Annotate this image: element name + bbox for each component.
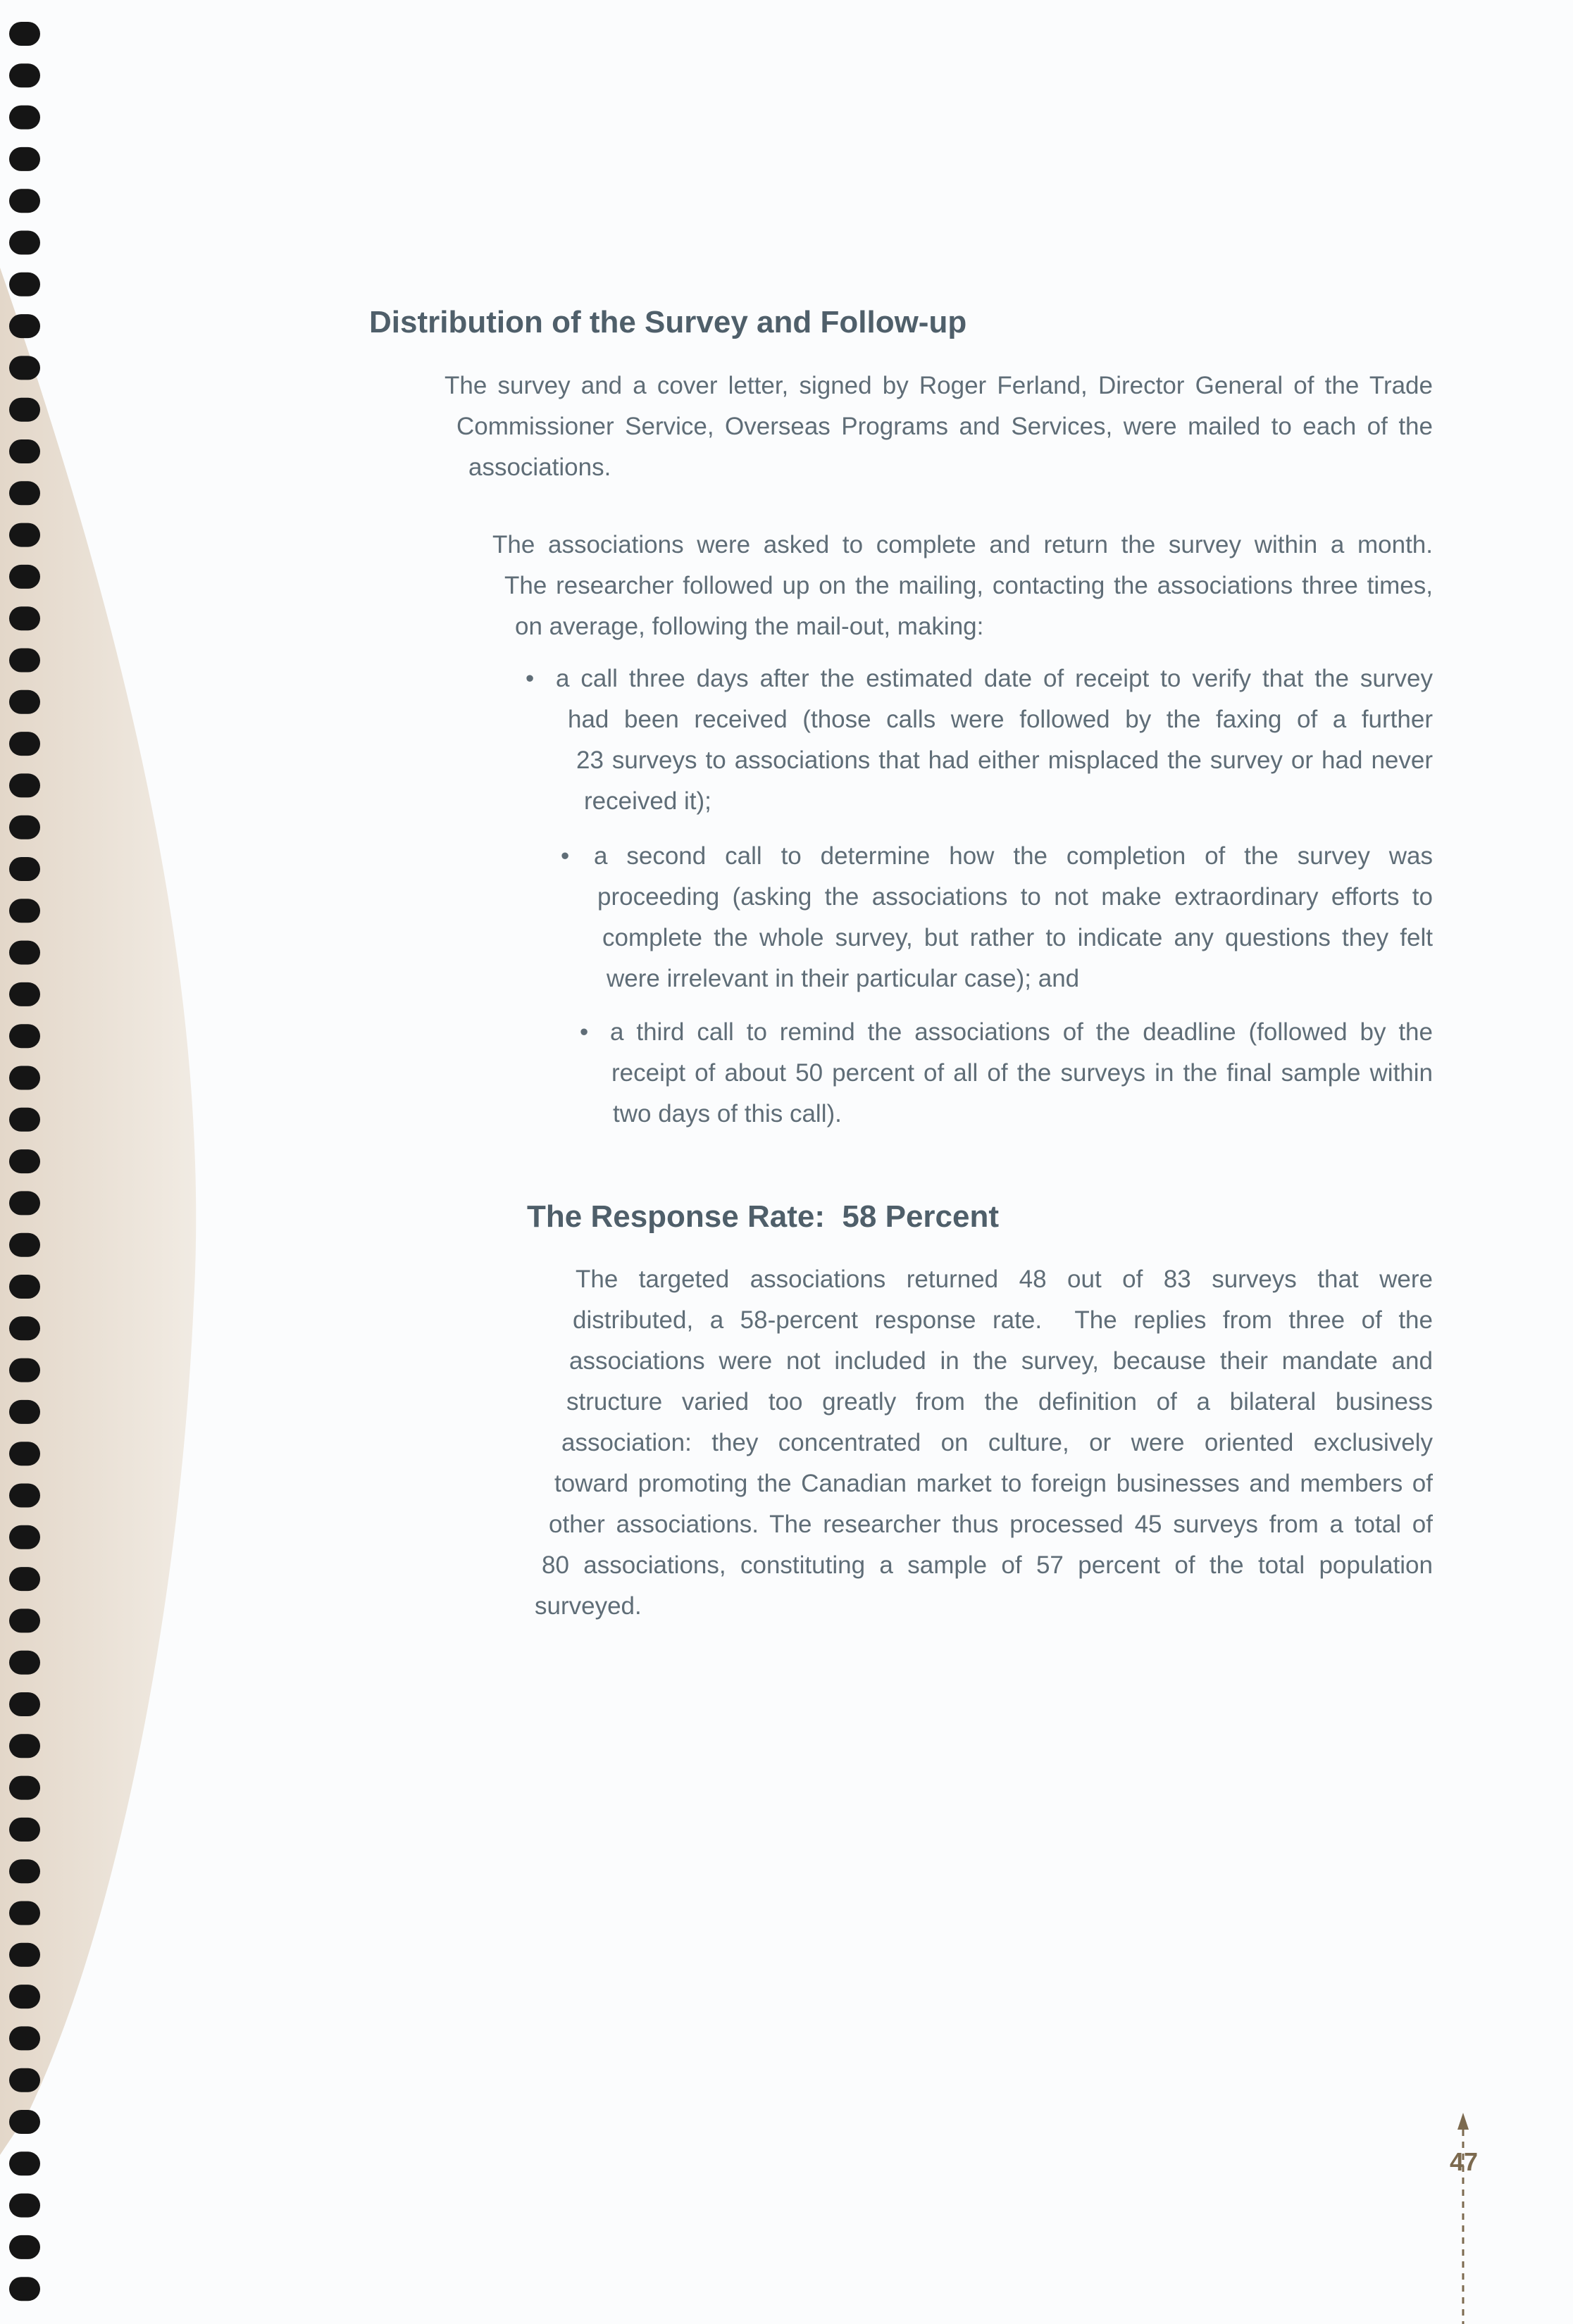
binding-hole bbox=[9, 982, 40, 1006]
binding-hole bbox=[9, 1651, 40, 1675]
binding-hole bbox=[9, 1108, 40, 1132]
binding-hole bbox=[9, 189, 40, 213]
bullet-marker: • bbox=[526, 665, 535, 692]
binding-hole bbox=[9, 147, 40, 171]
binding-hole bbox=[9, 439, 40, 463]
text-line: a third call to remind the associations of the deadline (followed by the bbox=[610, 1018, 1433, 1046]
text-line: had been received (those calls were followed by the faxing of a further bbox=[568, 706, 1433, 733]
binding-hole bbox=[9, 2110, 40, 2134]
binding-hole bbox=[9, 314, 40, 338]
text-line: other associations. The researcher thus processed 45 surveys from a total of bbox=[549, 1511, 1433, 1538]
text-line: were irrelevant in their particular case); and bbox=[607, 965, 1080, 992]
text-line: 23 surveys to associations that had either misplaced the survey or had never bbox=[576, 746, 1433, 774]
binding-hole bbox=[9, 2235, 40, 2259]
binding-hole bbox=[9, 481, 40, 505]
binding-hole bbox=[9, 1901, 40, 1925]
binding-hole bbox=[9, 1024, 40, 1048]
binding-hole bbox=[9, 565, 40, 589]
binding-hole bbox=[9, 1943, 40, 1967]
binding-hole bbox=[9, 1734, 40, 1758]
text-line: on average, following the mail-out, making: bbox=[515, 613, 984, 640]
text-line: association: they concentrated on culture, or were oriented exclusively bbox=[561, 1429, 1433, 1456]
text-line: structure varied too greatly from the definition of a bilateral business bbox=[566, 1388, 1433, 1416]
text-line: distributed, a 58-percent response rate. The replies from three of the bbox=[573, 1306, 1433, 1334]
binding-hole bbox=[9, 2277, 40, 2301]
binding-hole bbox=[9, 1442, 40, 1466]
binding-hole bbox=[9, 1233, 40, 1257]
text-line: complete the whole survey, but rather to indicate any questions they felt bbox=[602, 924, 1433, 951]
binding-hole bbox=[9, 231, 40, 255]
binding-hole bbox=[9, 1818, 40, 1842]
binding-hole bbox=[9, 22, 40, 46]
binding-hole bbox=[9, 2151, 40, 2175]
binding-hole bbox=[9, 2194, 40, 2218]
binding-hole bbox=[9, 273, 40, 296]
bullet-marker: • bbox=[580, 1018, 589, 1046]
text-line: surveyed. bbox=[535, 1592, 642, 1620]
binding-hole bbox=[9, 523, 40, 547]
text-line: proceeding (asking the associations to not make extraordinary efforts to bbox=[597, 883, 1433, 911]
text-line: Commissioner Service, Overseas Programs and Services, were mailed to each of the bbox=[456, 413, 1433, 440]
text-line: 80 associations, constituting a sample of 57 percent of the total population bbox=[542, 1551, 1433, 1579]
binding-hole bbox=[9, 1358, 40, 1382]
binding-hole bbox=[9, 1692, 40, 1716]
binding-hole bbox=[9, 2026, 40, 2050]
binding-hole bbox=[9, 1484, 40, 1508]
binding-hole bbox=[9, 1316, 40, 1340]
binding-hole bbox=[9, 356, 40, 380]
binding-hole bbox=[9, 2068, 40, 2092]
binding-hole bbox=[9, 732, 40, 756]
binding-hole bbox=[9, 941, 40, 965]
text-line: The researcher followed up on the mailing, contacting the associations three times, bbox=[504, 572, 1433, 599]
spiral-binding-holes bbox=[9, 22, 40, 2301]
binding-hole bbox=[9, 649, 40, 673]
text-line: The targeted associations returned 48 out of 83 surveys that were bbox=[576, 1266, 1433, 1293]
binding-hole bbox=[9, 1776, 40, 1800]
text-line: associations were not included in the survey, because their mandate and bbox=[569, 1347, 1433, 1375]
binding-hole bbox=[9, 1608, 40, 1632]
binding-hole bbox=[9, 1985, 40, 2008]
binding-hole bbox=[9, 1149, 40, 1173]
binding-hole bbox=[9, 1066, 40, 1090]
binding-hole bbox=[9, 899, 40, 923]
binding-hole bbox=[9, 398, 40, 422]
text-line: a second call to determine how the completion of the survey was bbox=[594, 842, 1433, 870]
binding-hole bbox=[9, 1400, 40, 1424]
text-line: associations. bbox=[468, 454, 611, 481]
page-number: 47 bbox=[1450, 2147, 1479, 2176]
binding-hole bbox=[9, 690, 40, 714]
binding-hole bbox=[9, 773, 40, 797]
text-line: toward promoting the Canadian market to foreign businesses and members of bbox=[554, 1470, 1433, 1497]
binding-hole bbox=[9, 1275, 40, 1299]
section-heading-distribution: Distribution of the Survey and Follow-up bbox=[369, 305, 967, 339]
text-line: receipt of about 50 percent of all of the surveys in the final sample within bbox=[611, 1059, 1433, 1087]
text-line: The survey and a cover letter, signed by Roger Ferland, Director General of the Trade bbox=[444, 372, 1433, 399]
text-line: The associations were asked to complete and return the survey within a month. bbox=[492, 531, 1433, 558]
binding-hole bbox=[9, 816, 40, 839]
text-line: received it); bbox=[584, 787, 711, 815]
text-line: two days of this call). bbox=[613, 1100, 842, 1127]
binding-hole bbox=[9, 606, 40, 630]
binding-hole bbox=[9, 1525, 40, 1549]
binding-hole bbox=[9, 1859, 40, 1883]
bullet-marker: • bbox=[561, 842, 570, 870]
text-line: a call three days after the estimated date of receipt to verify that the survey bbox=[556, 665, 1433, 692]
binding-hole bbox=[9, 106, 40, 130]
binding-hole bbox=[9, 1567, 40, 1591]
binding-hole bbox=[9, 1191, 40, 1215]
binding-hole bbox=[9, 63, 40, 87]
section-heading-response-rate: The Response Rate: 58 Percent bbox=[527, 1199, 1000, 1234]
binding-hole bbox=[9, 857, 40, 881]
